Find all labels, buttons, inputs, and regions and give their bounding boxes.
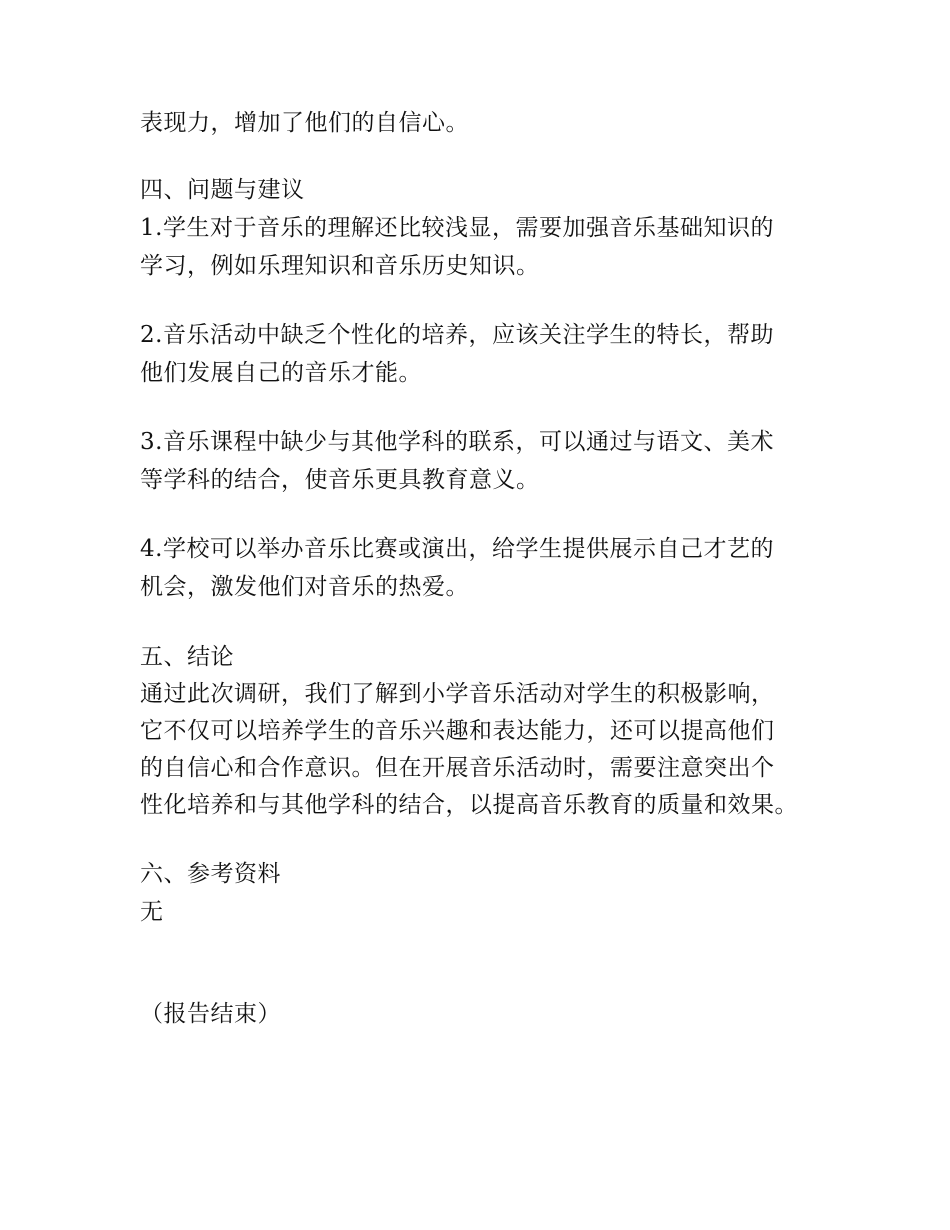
section-heading-references: 六、参考资料 <box>140 861 281 887</box>
list-item-3-line-1: 3.音乐课程中缺少与其他学科的联系，可以通过与语文、美术 <box>140 429 774 455</box>
section-heading-conclusion: 五、结论 <box>140 644 234 670</box>
list-item-2-line-1: 2.音乐活动中缺乏个性化的培养，应该关注学生的特长，帮助 <box>140 322 774 348</box>
list-item-2-line-2: 他们发展自己的音乐才能。 <box>140 360 422 386</box>
list-item-4-line-2: 机会，激发他们对音乐的热爱。 <box>140 574 469 600</box>
references-content: 无 <box>140 899 164 925</box>
list-item-3-line-2: 等学科的结合，使音乐更具教育意义。 <box>140 467 540 493</box>
list-item-4-line-1: 4.学校可以举办音乐比赛或演出，给学生提供展示自己才艺的 <box>140 536 774 562</box>
report-end-note: （报告结束） <box>140 1001 281 1027</box>
conclusion-line-4: 性化培养和与其他学科的结合，以提高音乐教育的质量和效果。 <box>140 792 798 818</box>
list-item-1-line-2: 学习，例如乐理知识和音乐历史知识。 <box>140 253 540 279</box>
conclusion-line-3: 的自信心和合作意识。但在开展音乐活动时，需要注意突出个 <box>140 755 775 781</box>
section-heading-problems: 四、问题与建议 <box>140 177 305 203</box>
list-item-1-line-1: 1.学生对于音乐的理解还比较浅显，需要加强音乐基础知识的 <box>140 215 774 241</box>
conclusion-line-1: 通过此次调研，我们了解到小学音乐活动对学生的积极影响， <box>140 681 775 707</box>
paragraph-tail: 表现力，增加了他们的自信心。 <box>140 110 469 136</box>
conclusion-line-2: 它不仅可以培养学生的音乐兴趣和表达能力，还可以提高他们 <box>140 718 775 744</box>
